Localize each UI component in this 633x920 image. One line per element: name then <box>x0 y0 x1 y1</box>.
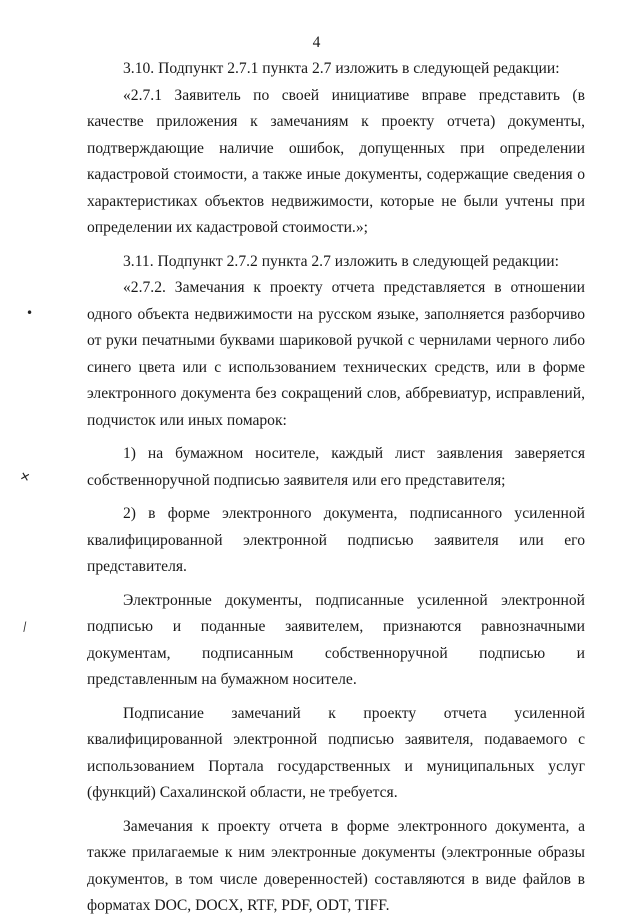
paragraph-2-7-1-text: «2.7.1 Заявитель по своей инициативе вправе представить (в качестве приложения к замечаниям к проекту отчета) документы, подтверждающие наличие ошибок, допущенных при определении кадастровой стоимости, а также иные документы, содержащие сведения о характеристиках объектов недвижимости, которые не были учтены при определении их кадастровой стоимости.»; <box>87 86 585 236</box>
paragraph-3-11-heading: 3.11. Подпункт 2.7.2 пункта 2.7 изложить в следующей редакции: <box>123 252 559 270</box>
document-body <box>87 56 585 920</box>
margin-tick-mark: ⁄ <box>21 620 29 634</box>
margin-dot-mark: • <box>26 306 34 320</box>
page-number: 4 <box>312 34 321 51</box>
paragraph-electronic-documents: Электронные документы, подписанные усиленной электронной подписью и поданные заявителем, признаются равнозначными документам, подписанным собственноручной подписью и представленным на бумажном носителе. <box>87 591 585 688</box>
paragraph-3-10-heading: 3.10. Подпункт 2.7.1 пункта 2.7 изложить в следующей редакции: <box>123 60 560 77</box>
paragraph-2-7-2-text: «2.7.2. Замечания к проекту отчета представляется в отношении одного объекта недвижимости на русском языке, заполняется разборчиво от руки печатными буквами шариковой ручкой с чернилами черного либо синего цвета или с использованием технических средств, или в форме электронного документа без сокращений слов, аббревиатур, исправлений, подчисток или иных помарок: <box>87 279 585 429</box>
list-item-electronic: 2) в форме электронного документа, подписанного усиленной квалифицированной электронной подписью заявителя или его представителя. <box>87 505 585 575</box>
paragraph-signing: Подписание замечаний к проекту отчета усиленной квалифицированной электронной подписью заявителя, подаваемого с использованием Портала государственных и муниципальных услуг (функций) Сахалинской области, не требуется. <box>87 704 585 801</box>
list-item-paper: 1) на бумажном носителе, каждый лист заявления заверяется собственноручной подписью заявителя или его представителя; <box>87 445 585 489</box>
paragraph-file-formats: Замечания к проекту отчета в форме электронного документа, а также прилагаемые к ним электронные документы (электронные образы документов, в том числе доверенностей) составляются в виде файлов в форматах DOC, DOCX, RTF, PDF, ODT, TIFF. <box>87 817 585 914</box>
margin-cross-mark: ✕ <box>18 468 32 486</box>
